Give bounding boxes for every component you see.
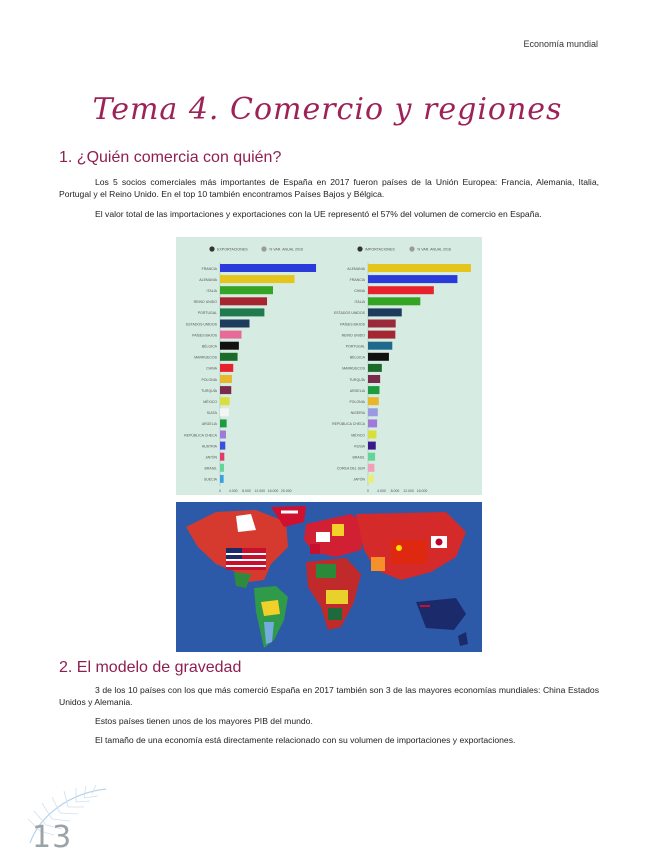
page-number: 13	[32, 820, 73, 855]
section-1-paragraph-1: Los 5 socios comerciales más importantes de España en 2017 fueron países de la Unión Europea: Francia, Alemania, Italia, Portugal y el Reino Unido. En el top 10 también encontramos Países Bajos y Bélgica.	[59, 177, 599, 199]
chart-1-bar	[368, 475, 374, 483]
chart-1-category-label: MÉXICO	[351, 433, 365, 438]
chart-0-category-label: ALEMANIA	[199, 277, 217, 282]
world-flag-map-image	[176, 502, 482, 652]
chart-0-xtick: 16.000	[267, 489, 279, 493]
chart-1-xtick: 16.000	[416, 489, 428, 493]
chart-0-bar	[220, 375, 232, 383]
chart-1-category-label: ARGELIA	[349, 388, 365, 393]
chart-1-xtick: 8.000	[390, 489, 400, 493]
chart-1-xtick: 4.000	[377, 489, 386, 493]
chart-0-xtick: 20.000	[280, 489, 292, 493]
chart-0-category-label: MÉXICO	[203, 399, 217, 404]
chart-1-category-label: CHINA	[354, 288, 365, 293]
chart-0-legend-label: EXPORTACIONES	[217, 247, 248, 252]
world-flag-map	[176, 502, 482, 652]
chart-1-category-label: BÉLGICA	[349, 355, 365, 360]
chart-0-bar	[220, 419, 227, 427]
chart-0-bar	[220, 286, 273, 294]
chart-1-bar	[368, 464, 374, 472]
chart-1-category-label: REPÚBLICA CHECA	[332, 422, 365, 427]
chart-0-category-label: MARRUECOS	[194, 355, 217, 360]
chart-0-category-label: ITALIA	[206, 288, 217, 293]
chart-0-bar	[220, 320, 249, 328]
chart-0-bar	[220, 297, 267, 305]
chart-1-category-label: ALEMANIA	[347, 266, 365, 271]
chart-1-legend-label: IMPORTACIONES	[365, 247, 395, 252]
chart-1-bar	[368, 342, 392, 350]
chart-1-bar	[368, 442, 376, 450]
chart-0-legend-label: % VAR. ANUAL 2016	[269, 247, 303, 252]
chart-0-category-label: FRANCIA	[201, 266, 217, 271]
chart-1-category-label: COREA DEL SUR	[336, 466, 365, 471]
section-2-paragraph-3: El tamaño de una economía está directamente relacionado con su volumen de importaciones y exportaciones.	[95, 735, 516, 745]
chart-1-bar	[368, 353, 389, 361]
chart-1-bar	[368, 264, 471, 272]
chart-1-bar	[368, 408, 378, 416]
chart-0-bar	[220, 408, 229, 416]
chart-0-xtick: 4.000	[228, 489, 238, 493]
chart-1-category-label: ITALIA	[354, 300, 365, 305]
trade-partners-chart	[176, 237, 482, 495]
chart-0-category-label: PAÍSES BAJOS	[192, 333, 217, 338]
chart-0-xtick: 12.000	[254, 489, 266, 493]
chart-1-category-label: PAÍSES BAJOS	[340, 322, 365, 327]
chart-0-bar	[220, 364, 233, 372]
chart-0-category-label: PORTUGAL	[197, 311, 217, 316]
chart-1-category-label: JAPÓN	[353, 477, 365, 482]
chart-1-bar	[368, 320, 396, 328]
chart-1-bar	[368, 386, 379, 394]
chart-1-category-label: BRASIL	[352, 455, 365, 460]
chart-1-category-label: TURQUÍA	[349, 377, 365, 382]
running-header: Economía mundial	[523, 39, 598, 49]
chart-1-bar	[368, 364, 382, 372]
chart-1-bar	[368, 375, 380, 383]
chart-0-bar	[220, 475, 224, 483]
chart-0-category-label: BÉLGICA	[201, 344, 217, 349]
chart-0-bar	[220, 442, 225, 450]
chart-1-bar	[368, 431, 376, 439]
chart-0-xtick: 8.000	[242, 489, 251, 493]
chart-1-bar	[368, 275, 457, 283]
chart-0-bar	[220, 397, 230, 405]
chart-1-category-label: REINO UNIDO	[341, 333, 365, 338]
chart-1-bar	[368, 297, 420, 305]
chart-0-category-label: JAPÓN	[205, 455, 217, 460]
section-1-paragraph-2: El valor total de las importaciones y exportaciones con la UE representó el 57% del volumen de comercio en España.	[95, 209, 542, 219]
chart-0-bar	[220, 308, 264, 316]
section-2-paragraph-2: Estos países tienen unos de los mayores PIB del mundo.	[95, 716, 313, 726]
chart-0-bar	[220, 275, 295, 283]
chart-0-category-label: SUIZA	[206, 411, 217, 416]
chart-1-category-label: MARRUECOS	[342, 366, 365, 371]
chart-0-category-label: REINO UNIDO	[193, 300, 217, 305]
chart-1-category-label: RUSIA	[354, 444, 365, 449]
chart-0-bar	[220, 264, 316, 272]
chart-1-bar	[368, 308, 402, 316]
chart-0-bar	[220, 342, 239, 350]
chart-1-category-label: POLONIA	[349, 399, 365, 404]
chart-0-bar	[220, 386, 231, 394]
chart-1-legend-label: % VAR. ANUAL 2016	[417, 247, 451, 252]
chart-1-category-label: FRANCIA	[349, 277, 365, 282]
chart-1-xtick: 12.000	[403, 489, 414, 493]
chart-1-bar	[368, 286, 434, 294]
section-2-paragraph-1: 3 de los 10 países con los que más comerció España en 2017 también son 3 de las mayores economías mundiales: China Estados Unidos y Alemania.	[59, 685, 599, 707]
chart-1-category-label: NIGERIA	[350, 411, 365, 416]
page-title: Tema 4. Comercio y regiones	[92, 92, 563, 127]
chart-1-bar	[368, 419, 377, 427]
chart-1-bar	[368, 397, 379, 405]
chart-0-category-label: CHINA	[206, 366, 217, 371]
chart-0-category-label: TURQUÍA	[201, 388, 217, 393]
chart-1-category-label: PORTUGAL	[345, 344, 365, 349]
chart-1-legend-dot-2	[409, 246, 414, 251]
chart-0-xtick: 0	[219, 489, 221, 493]
chart-0-bar	[220, 331, 242, 339]
chart-0-legend-dot-2	[261, 246, 266, 251]
chart-0-bar	[220, 464, 224, 472]
chart-1-category-label: ESTADOS UNIDOS	[333, 311, 365, 316]
section-2-heading: 2. El modelo de gravedad	[59, 659, 242, 676]
chart-0-category-label: SUECIA	[203, 477, 217, 482]
chart-1-legend-dot	[357, 246, 362, 251]
chart-0-legend-dot	[209, 246, 214, 251]
chart-0-bar	[220, 431, 226, 439]
chart-0-category-label: BRASIL	[204, 466, 217, 471]
chart-1-xtick: 0	[367, 489, 369, 493]
chart-1-bar	[368, 331, 395, 339]
chart-0-category-label: ESTADOS UNIDOS	[185, 322, 217, 327]
chart-0-bar	[220, 453, 224, 461]
section-1-heading: 1. ¿Quién comercia con quién?	[59, 149, 282, 166]
chart-0-category-label: ARGELIA	[201, 422, 217, 427]
trade-partners-chart-svg	[176, 237, 482, 495]
chart-1-bar	[368, 453, 375, 461]
chart-0-category-label: REPÚBLICA CHECA	[184, 433, 217, 438]
chart-0-bar	[220, 353, 238, 361]
chart-0-category-label: AUSTRIA	[201, 444, 217, 449]
chart-0-category-label: POLONIA	[201, 377, 217, 382]
